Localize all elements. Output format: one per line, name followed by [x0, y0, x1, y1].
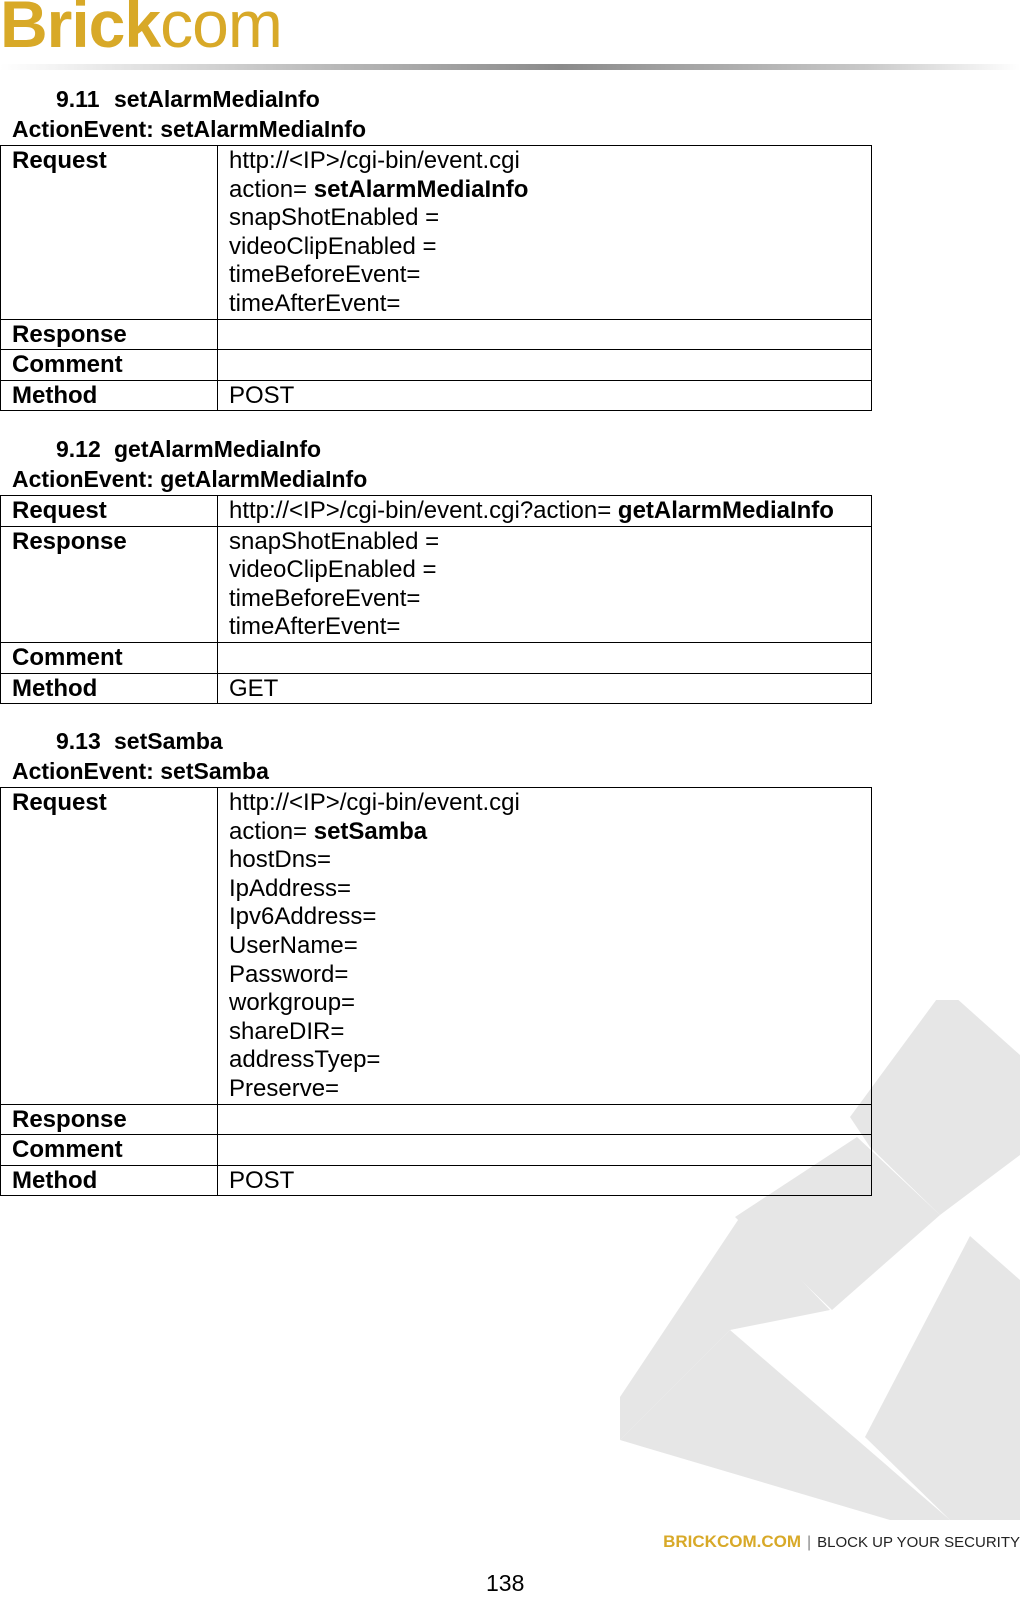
- table-row: [1, 788, 872, 1105]
- table-row: [1, 1165, 872, 1196]
- section-title: setSamba: [114, 728, 223, 754]
- table-row: [1, 380, 872, 411]
- header-divider: [0, 64, 1020, 70]
- section-heading-9-13: [56, 728, 223, 755]
- action-event-title: ActionEvent: setAlarmMediaInfo: [12, 116, 366, 142]
- request-param: addressTyep=: [229, 1046, 381, 1074]
- section-heading-9-12: [56, 436, 321, 463]
- request-url-line: [229, 497, 871, 526]
- response-param: timeAfterEvent=: [229, 613, 401, 641]
- response-value: [218, 1104, 872, 1135]
- request-param: IpAddress=: [229, 874, 352, 902]
- table-row: [1, 319, 872, 350]
- action-name: getAlarmMediaInfo: [617, 497, 834, 524]
- response-param: snapShotEnabled =: [229, 527, 440, 555]
- table-row: [1, 526, 872, 642]
- page-number: 138: [486, 1570, 525, 1596]
- request-label: Request: [1, 788, 218, 1105]
- request-label: Request: [1, 146, 218, 320]
- request-param: UserName=: [229, 931, 358, 959]
- request-action-line: [229, 176, 871, 205]
- table-row: [1, 350, 872, 381]
- action-event-title: ActionEvent: getAlarmMediaInfo: [12, 466, 368, 492]
- request-param: snapShotEnabled =: [229, 204, 440, 232]
- request-value: [218, 146, 872, 320]
- comment-label: Comment: [1, 350, 218, 381]
- request-param: timeAfterEvent=: [229, 289, 401, 317]
- table-row: [1, 642, 872, 673]
- request-url: http://<IP>/cgi-bin/event.cgi: [229, 147, 520, 174]
- logo-com-text: com: [160, 0, 282, 61]
- request-param: hostDns=: [229, 846, 332, 874]
- action-prefix: action=: [229, 817, 314, 845]
- logo-brick-text: Brick: [0, 0, 161, 61]
- method-label: Method: [1, 380, 218, 411]
- action-prefix: action=: [229, 175, 314, 203]
- response-value: [218, 319, 872, 350]
- request-param: videoClipEnabled =: [229, 232, 437, 260]
- request-param: Ipv6Address=: [229, 903, 377, 931]
- section-number: 9.12: [56, 436, 101, 462]
- comment-label: Comment: [1, 1135, 218, 1166]
- response-label: Response: [1, 526, 218, 642]
- response-param: videoClipEnabled =: [229, 556, 437, 584]
- method-value: POST: [218, 380, 872, 411]
- brickcom-logo: [0, 0, 282, 61]
- request-param: timeBeforeEvent=: [229, 261, 421, 289]
- request-param: shareDIR=: [229, 1017, 345, 1045]
- request-action-line: [229, 818, 871, 847]
- api-table-set-samba: [0, 787, 872, 1196]
- comment-value: [218, 1135, 872, 1166]
- response-value: [218, 526, 872, 642]
- request-param: workgroup=: [229, 989, 356, 1017]
- comment-value: [218, 642, 872, 673]
- section-title: setAlarmMediaInfo: [114, 86, 320, 112]
- api-table-set-alarm-media-info: [0, 145, 872, 411]
- method-label: Method: [1, 673, 218, 704]
- footer-branding: [663, 1532, 1020, 1552]
- section-heading-9-11: [56, 86, 320, 113]
- request-param: Password=: [229, 960, 349, 988]
- footer-site-link[interactable]: BRICKCOM.COM: [663, 1532, 801, 1551]
- section-number: 9.11: [56, 86, 100, 112]
- request-param: Preserve=: [229, 1074, 340, 1102]
- response-label: Response: [1, 319, 218, 350]
- request-label: Request: [1, 496, 218, 527]
- method-value: POST: [218, 1165, 872, 1196]
- footer-separator: |: [807, 1534, 812, 1551]
- request-url: http://<IP>/cgi-bin/event.cgi: [229, 789, 520, 816]
- section-title: getAlarmMediaInfo: [114, 436, 322, 462]
- action-event-title: ActionEvent: setSamba: [12, 758, 269, 784]
- table-row: [1, 146, 872, 320]
- request-value: [218, 788, 872, 1105]
- method-value: GET: [218, 673, 872, 704]
- method-label: Method: [1, 1165, 218, 1196]
- response-param: timeBeforeEvent=: [229, 584, 421, 612]
- table-row: [1, 1104, 872, 1135]
- action-name: setSamba: [313, 817, 428, 845]
- comment-label: Comment: [1, 642, 218, 673]
- request-url: http://<IP>/cgi-bin/event.cgi?action=: [229, 497, 618, 524]
- table-row: [1, 1135, 872, 1166]
- action-name: setAlarmMediaInfo: [313, 175, 529, 203]
- footer-slogan: BLOCK UP YOUR SECURITY: [817, 1534, 1020, 1551]
- table-row: [1, 673, 872, 704]
- api-table-get-alarm-media-info: [0, 495, 872, 704]
- section-number: 9.13: [56, 728, 101, 754]
- request-value: [218, 496, 872, 527]
- comment-value: [218, 350, 872, 381]
- response-label: Response: [1, 1104, 218, 1135]
- table-row: [1, 496, 872, 527]
